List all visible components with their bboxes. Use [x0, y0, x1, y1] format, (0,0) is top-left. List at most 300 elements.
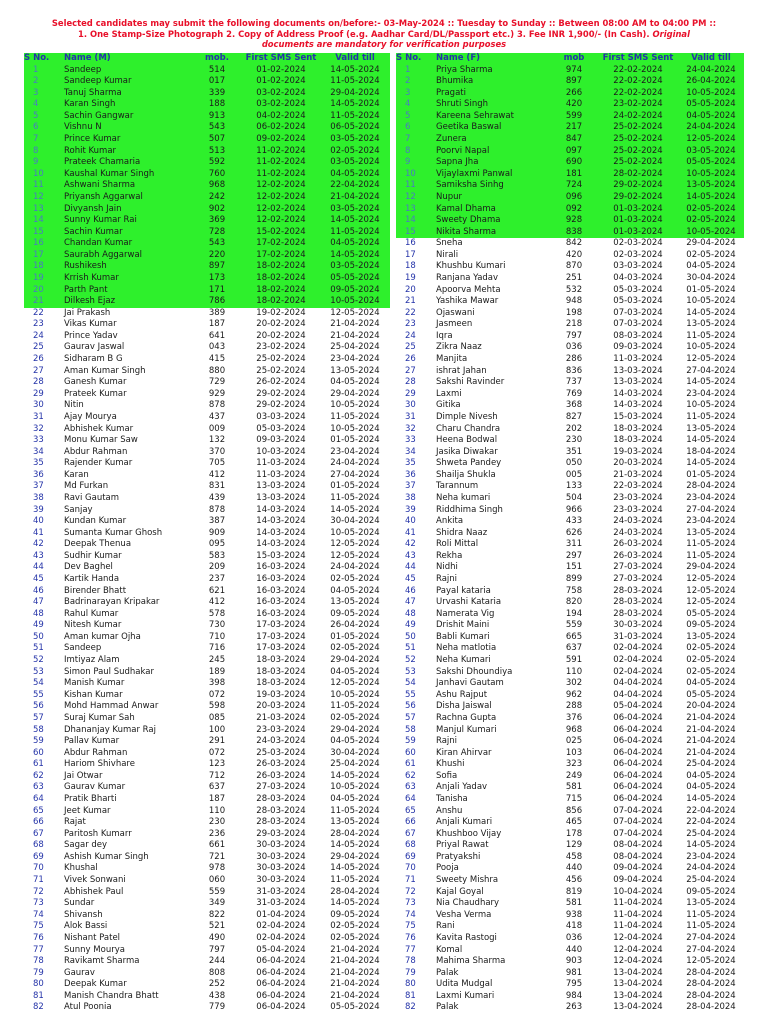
cell-first-sms: 12-04-2024	[613, 932, 663, 943]
cell-sno: 14	[396, 215, 430, 227]
notice-banner	[0, 18, 768, 50]
cell-sno: 49	[33, 620, 44, 631]
cell-first-sms: 02-04-2024	[256, 932, 306, 943]
table-row	[396, 180, 744, 192]
cell-mobile: 838	[550, 227, 598, 239]
cell-name: Gaurav	[64, 967, 95, 978]
cell-valid-till: 12-05-2024	[686, 597, 736, 608]
cell-valid-till: 23-04-2024	[686, 851, 736, 862]
cell-sno: 24	[33, 330, 44, 341]
cell-valid-till: 10-05-2024	[686, 342, 736, 353]
cell-valid-till: 14-05-2024	[320, 99, 390, 111]
cell-valid-till: 24-04-2024	[678, 122, 744, 134]
cell-name: Payal kataria	[436, 585, 491, 596]
cell-name: Sofia	[436, 770, 458, 781]
cell-valid-till: 27-04-2024	[686, 944, 736, 955]
cell-name: Samiksha Sinhg	[430, 180, 550, 192]
cell-first-sms: 06-04-2024	[256, 956, 306, 967]
cell-sno: 40	[405, 516, 416, 527]
table-row	[396, 956, 744, 968]
table-row	[24, 377, 390, 389]
cell-valid-till: 05-05-2024	[330, 1002, 380, 1013]
table-row	[24, 574, 390, 586]
cell-name: Anjali Yadav	[436, 782, 488, 793]
cell-sno: 78	[405, 956, 416, 967]
cell-mobile: 025	[565, 736, 583, 747]
cell-first-sms: 14-03-2024	[256, 527, 306, 538]
cell-sno: 10	[24, 169, 58, 181]
table-row	[24, 794, 390, 806]
cell-first-sms: 25-02-2024	[256, 354, 306, 365]
cell-first-sms: 11-02-2024	[242, 169, 320, 181]
cell-first-sms: 13-04-2024	[613, 990, 663, 1001]
cell-first-sms: 19-03-2024	[613, 446, 663, 457]
cell-sno: 43	[405, 550, 416, 561]
cell-sno: 35	[405, 458, 416, 469]
cell-mobile: 209	[208, 562, 226, 573]
cell-name: ishrat Jahan	[436, 365, 487, 376]
cell-mobile: 559	[565, 620, 583, 631]
cell-first-sms: 25-02-2024	[598, 157, 678, 169]
cell-mobile: 962	[565, 689, 583, 700]
cell-mobile: 096	[550, 192, 598, 204]
cell-name: Sunny Kumar Rai	[58, 215, 192, 227]
table-row	[24, 690, 390, 702]
table-row	[396, 725, 744, 737]
table-row	[396, 609, 744, 621]
cell-mobile: 187	[208, 794, 226, 804]
cell-sno: 55	[33, 689, 44, 700]
cell-valid-till: 29-04-2024	[320, 88, 390, 100]
cell-valid-till: 13-05-2024	[686, 898, 736, 909]
table-row	[24, 551, 390, 563]
cell-first-sms: 22-02-2024	[598, 76, 678, 88]
cell-first-sms: 06-02-2024	[242, 122, 320, 134]
cell-valid-till: 01-05-2024	[686, 284, 736, 295]
cell-sno: 25	[405, 342, 416, 353]
cell-name: Shidra Naaz	[436, 527, 488, 538]
cell-valid-till: 13-05-2024	[686, 631, 736, 642]
table-row	[396, 65, 744, 77]
table-row	[396, 597, 744, 609]
table-row	[24, 956, 390, 968]
cell-sno: 75	[405, 921, 416, 932]
cell-mobile: 521	[208, 921, 226, 932]
cell-name: Shruti Singh	[430, 99, 550, 111]
cell-mobile: 637	[208, 782, 226, 793]
cell-sno: 3	[24, 88, 58, 100]
cell-mobile: 795	[565, 979, 583, 990]
cell-sno: 79	[405, 967, 416, 978]
cell-valid-till: 14-05-2024	[330, 840, 380, 851]
cell-first-sms: 26-02-2024	[256, 377, 306, 388]
table-row	[24, 736, 390, 748]
cell-name: Prince Yadav	[64, 330, 118, 341]
cell-sno: 4	[24, 99, 58, 111]
cell-first-sms: 12-02-2024	[242, 192, 320, 204]
cell-sno: 59	[405, 736, 416, 747]
cell-name: Parth Pant	[58, 285, 192, 297]
cell-mobile: 880	[208, 365, 226, 376]
cell-name: Laxmi Kumari	[436, 990, 495, 1001]
table-row	[24, 76, 390, 88]
table-row	[396, 261, 744, 273]
cell-mobile: 456	[565, 875, 583, 886]
cell-name: Sweety Mishra	[436, 875, 499, 886]
cell-first-sms: 01-03-2024	[598, 215, 678, 227]
cell-sno: 56	[33, 701, 44, 712]
cell-sno: 54	[33, 678, 44, 689]
cell-valid-till: 28-04-2024	[686, 1002, 736, 1013]
cell-first-sms: 11-04-2024	[613, 909, 663, 920]
cell-mobile: 194	[565, 608, 583, 619]
cell-first-sms: 21-03-2024	[256, 712, 306, 723]
cell-valid-till: 27-04-2024	[686, 504, 736, 515]
cell-sno: 52	[405, 655, 416, 666]
cell-first-sms: 08-03-2024	[613, 330, 663, 341]
cell-mobile: 188	[192, 99, 242, 111]
cell-first-sms: 29-02-2024	[256, 388, 306, 399]
cell-valid-till: 04-05-2024	[686, 770, 736, 781]
cell-valid-till: 13-05-2024	[330, 817, 380, 828]
table-row	[24, 296, 390, 308]
cell-mobile: 217	[550, 122, 598, 134]
cell-sno: 16	[405, 238, 416, 249]
cell-name: Mohd Hammad Anwar	[64, 701, 159, 712]
cell-valid-till: 26-04-2024	[678, 76, 744, 88]
cell-mobile: 009	[208, 423, 226, 434]
cell-sno: 38	[33, 492, 44, 503]
cell-sno: 61	[405, 759, 416, 770]
cell-mobile: 690	[550, 157, 598, 169]
cell-valid-till: 04-05-2024	[330, 585, 380, 596]
cell-valid-till: 04-05-2024	[320, 238, 390, 250]
cell-valid-till: 12-05-2024	[678, 134, 744, 146]
cell-name: Prateek Chamaria	[58, 157, 192, 169]
table-row	[396, 991, 744, 1003]
cell-sno: 46	[33, 585, 44, 596]
cell-first-sms: 18-03-2024	[256, 666, 306, 677]
cell-name: Suraj Kumar Sah	[64, 712, 135, 723]
table-row	[396, 319, 744, 331]
table-row	[396, 134, 744, 146]
cell-sno: 63	[33, 782, 44, 793]
notice-line-1: Selected candidates may submit the following documents on/before:- 03-May-2024 :: Tuesday to Sunday :: Between 08:00 AM to 04:00 PM ::	[51, 18, 717, 28]
cell-mobile: 507	[192, 134, 242, 146]
cell-name: Rajat	[64, 817, 86, 828]
cell-name: Deepak Kumar	[64, 979, 127, 990]
cell-sno: 64	[405, 794, 416, 804]
cell-sno: 22	[33, 307, 44, 318]
cell-valid-till: 29-04-2024	[330, 388, 380, 399]
cell-sno: 39	[405, 504, 416, 515]
table-row	[24, 481, 390, 493]
cell-first-sms: 06-04-2024	[256, 990, 306, 1001]
cell-name: Sachin Kumar	[58, 227, 192, 239]
table-row	[24, 505, 390, 517]
table-row	[24, 725, 390, 737]
table-row	[24, 863, 390, 875]
cell-name: Ankita	[436, 516, 464, 527]
cell-mobile: 831	[208, 481, 226, 492]
notice-line-2-text: 1. One Stamp-Size Photograph 2. Copy of Address Proof (e.g. Aadhar Card/DL/Passport etc.) 3. Fee INR 1,900/- (In Cash).	[78, 28, 650, 39]
cell-first-sms: 05-04-2024	[256, 944, 306, 955]
cell-sno: 50	[33, 631, 44, 642]
cell-name: Khushbu Kumari	[436, 261, 506, 272]
cell-valid-till: 13-05-2024	[678, 180, 744, 192]
table-row	[396, 968, 744, 980]
cell-valid-till: 30-04-2024	[686, 272, 736, 283]
cell-sno: 62	[33, 770, 44, 781]
cell-mobile: 637	[565, 643, 583, 654]
cell-valid-till: 14-05-2024	[686, 377, 736, 388]
cell-name: Pooja	[436, 863, 459, 874]
cell-sno: 67	[33, 828, 44, 839]
cell-sno: 54	[405, 678, 416, 689]
cell-sno: 82	[405, 1002, 416, 1013]
cell-mobile: 591	[565, 655, 583, 666]
cell-first-sms: 27-03-2024	[256, 782, 306, 793]
cell-first-sms: 15-03-2024	[613, 411, 663, 422]
cell-valid-till: 10-05-2024	[678, 88, 744, 100]
female-candidates-table	[396, 53, 744, 1014]
cell-valid-till: 03-05-2024	[320, 157, 390, 169]
cell-mobile: 370	[208, 446, 226, 457]
cell-sno: 44	[33, 562, 44, 573]
table-row	[24, 887, 390, 899]
cell-first-sms: 17-03-2024	[256, 643, 306, 654]
table-row	[24, 840, 390, 852]
table-row	[396, 840, 744, 852]
cell-valid-till: 24-04-2024	[330, 562, 380, 573]
cell-name: Pragati	[430, 88, 550, 100]
cell-name: Rushikesh	[58, 261, 192, 273]
cell-sno: 56	[405, 701, 416, 712]
cell-valid-till: 02-05-2024	[320, 146, 390, 158]
table-row	[24, 921, 390, 933]
cell-mobile: 928	[550, 215, 598, 227]
cell-sno: 53	[33, 666, 44, 677]
cell-first-sms: 28-03-2024	[256, 817, 306, 828]
cell-name: Ashu Rajput	[436, 689, 488, 700]
cell-first-sms: 18-02-2024	[242, 285, 320, 297]
cell-name: Pratyakshi	[436, 851, 481, 862]
cell-first-sms: 01-04-2024	[256, 909, 306, 920]
cell-mobile: 230	[208, 817, 226, 828]
table-row	[24, 65, 390, 77]
table-row	[24, 562, 390, 574]
cell-name: Iqra	[436, 330, 453, 341]
table-row	[396, 574, 744, 586]
table-row	[24, 933, 390, 945]
cell-mobile: 097	[550, 146, 598, 158]
cell-name: Zunera	[430, 134, 550, 146]
cell-sno: 49	[405, 620, 416, 631]
cell-first-sms: 24-02-2024	[598, 111, 678, 123]
cell-sno: 58	[33, 724, 44, 735]
cell-mobile: 543	[192, 238, 242, 250]
cell-first-sms: 28-03-2024	[256, 794, 306, 804]
cell-mobile: 173	[192, 273, 242, 285]
cell-first-sms: 28-03-2024	[613, 608, 663, 619]
cell-sno: 19	[405, 272, 416, 283]
cell-name: Vishnu N	[58, 122, 192, 134]
table-row	[396, 377, 744, 389]
header-first-sms: First SMS Sent	[598, 53, 678, 65]
cell-name: Ganesh Kumar	[64, 377, 127, 388]
cell-valid-till: 27-04-2024	[330, 469, 380, 480]
cell-sno: 73	[33, 898, 44, 909]
cell-name: Namerata Vig	[436, 608, 495, 619]
cell-sno: 59	[33, 736, 44, 747]
cell-name: Priyansh Aggarwal	[58, 192, 192, 204]
cell-sno: 11	[24, 180, 58, 192]
table-row	[396, 366, 744, 378]
cell-first-sms: 06-04-2024	[256, 967, 306, 978]
cell-name: Sweety Dhama	[430, 215, 550, 227]
cell-sno: 65	[405, 805, 416, 816]
cell-name: Prince Kumar	[58, 134, 192, 146]
cell-valid-till: 05-05-2024	[686, 689, 736, 700]
cell-first-sms: 14-03-2024	[256, 504, 306, 515]
table-row	[24, 493, 390, 505]
cell-sno: 67	[405, 828, 416, 839]
cell-mobile: 187	[208, 319, 226, 330]
cell-mobile: 820	[565, 597, 583, 608]
cell-valid-till: 01-05-2024	[330, 631, 380, 642]
cell-valid-till: 12-05-2024	[330, 539, 380, 550]
cell-name: Kishan Kumar	[64, 689, 123, 700]
cell-valid-till: 27-04-2024	[686, 365, 736, 376]
cell-mobile: 827	[565, 411, 583, 422]
cell-mobile: 438	[208, 990, 226, 1001]
cell-mobile: 599	[550, 111, 598, 123]
cell-name: Sanjay	[64, 504, 93, 515]
cell-sno: 11	[396, 180, 430, 192]
cell-name: Vijaylaxmi Panwal	[430, 169, 550, 181]
cell-valid-till: 28-04-2024	[686, 990, 736, 1001]
cell-mobile: 291	[208, 736, 226, 747]
cell-valid-till: 04-05-2024	[330, 794, 380, 804]
cell-name: Gaurav Kumar	[64, 782, 126, 793]
cell-valid-till: 29-04-2024	[330, 655, 380, 666]
cell-sno: 74	[33, 909, 44, 920]
table-row	[396, 412, 744, 424]
cell-name: Ravi Gautam	[64, 492, 120, 503]
table-row	[24, 806, 390, 818]
cell-valid-till: 05-05-2024	[320, 273, 390, 285]
table-row	[396, 817, 744, 829]
table-row	[24, 759, 390, 771]
cell-valid-till: 04-05-2024	[686, 782, 736, 793]
cell-valid-till: 14-05-2024	[330, 770, 380, 781]
cell-first-sms: 02-04-2024	[256, 921, 306, 932]
cell-name: Abdur Rahman	[64, 747, 128, 758]
cell-valid-till: 18-04-2024	[686, 446, 736, 457]
cell-first-sms: 22-02-2024	[598, 88, 678, 100]
cell-mobile: 415	[208, 354, 226, 365]
cell-name: Laxmi	[436, 388, 462, 399]
cell-first-sms: 02-04-2024	[613, 655, 663, 666]
cell-mobile: 092	[550, 204, 598, 216]
cell-first-sms: 05-03-2024	[613, 284, 663, 295]
cell-name: Abdur Rahman	[64, 446, 128, 457]
table-row	[24, 285, 390, 297]
table-row	[396, 551, 744, 563]
cell-valid-till: 11-05-2024	[330, 701, 380, 712]
cell-valid-till: 10-05-2024	[330, 423, 380, 434]
cell-mobile: 705	[208, 458, 226, 469]
cell-valid-till: 03-05-2024	[320, 204, 390, 216]
cell-first-sms: 05-04-2024	[613, 701, 663, 712]
cell-mobile: 100	[208, 724, 226, 735]
cell-first-sms: 13-04-2024	[613, 979, 663, 990]
cell-mobile: 060	[208, 875, 226, 886]
table-row	[24, 354, 390, 366]
cell-valid-till: 02-05-2024	[330, 921, 380, 932]
cell-name: Dhananjay Kumar Raj	[64, 724, 156, 735]
cell-valid-till: 14-05-2024	[686, 435, 736, 446]
cell-first-sms: 12-02-2024	[242, 180, 320, 192]
cell-name: Drishit Maini	[436, 620, 490, 631]
cell-name: Jasmeen	[436, 319, 473, 330]
cell-sno: 4	[396, 99, 430, 111]
cell-name: Ashish Kumar Singh	[64, 851, 149, 862]
cell-name: Nidhi	[436, 562, 458, 573]
table-row	[24, 609, 390, 621]
cell-mobile: 641	[208, 330, 226, 341]
cell-sno: 12	[24, 192, 58, 204]
cell-name: Charu Chandra	[436, 423, 501, 434]
cell-mobile: 626	[565, 527, 583, 538]
table-row	[24, 227, 390, 239]
cell-mobile: 072	[208, 747, 226, 758]
cell-sno: 29	[405, 388, 416, 399]
cell-sno: 34	[33, 446, 44, 457]
cell-sno: 36	[33, 469, 44, 480]
cell-valid-till: 22-04-2024	[320, 180, 390, 192]
cell-first-sms: 14-03-2024	[256, 516, 306, 527]
cell-name: Palak	[436, 967, 459, 978]
cell-sno: 22	[405, 307, 416, 318]
table-row	[396, 748, 744, 760]
cell-first-sms: 11-03-2024	[256, 458, 306, 469]
cell-valid-till: 25-04-2024	[686, 759, 736, 770]
table-row	[396, 667, 744, 679]
table-row	[24, 169, 390, 181]
cell-name: Rajni	[436, 574, 458, 585]
table-row	[24, 643, 390, 655]
table-row	[24, 400, 390, 412]
cell-valid-till: 02-05-2024	[330, 712, 380, 723]
cell-mobile: 929	[208, 388, 226, 399]
table-row	[396, 204, 744, 216]
cell-valid-till: 01-05-2024	[686, 469, 736, 480]
cell-valid-till: 13-05-2024	[686, 527, 736, 538]
cell-first-sms: 18-02-2024	[242, 261, 320, 273]
cell-mobile: 724	[550, 180, 598, 192]
cell-name: Shivansh	[64, 909, 103, 920]
cell-first-sms: 04-04-2024	[613, 689, 663, 700]
cell-name: Sumanta Kumar Ghosh	[64, 527, 163, 538]
cell-name: Khushboo Vijay	[436, 828, 502, 839]
table-row	[396, 424, 744, 436]
cell-valid-till: 25-04-2024	[330, 759, 380, 770]
cell-mobile: 433	[565, 516, 583, 527]
header-first-sms: First SMS Sent	[242, 53, 320, 65]
cell-mobile: 966	[565, 504, 583, 515]
cell-valid-till: 10-05-2024	[330, 689, 380, 700]
